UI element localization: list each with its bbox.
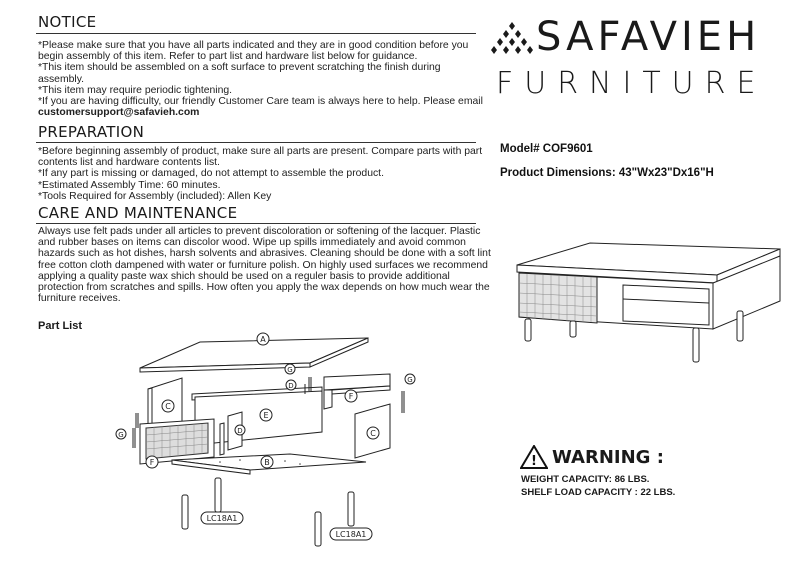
notice-help — [38, 96, 488, 118]
part-d-divider-left — [220, 423, 224, 455]
notice-line: *This item may require periodic tightening. — [38, 84, 233, 96]
part-d-divider-center — [228, 412, 245, 450]
preparation-line: *Estimated Assembly Time: 60 minutes. — [38, 179, 221, 191]
care-body — [38, 226, 498, 304]
model-number: Model# COF9601 — [500, 143, 593, 155]
part-f-right-frame — [324, 374, 390, 409]
notice-line: *This item should be assembled on a soft surface to prevent scratching the finish during assembly. — [38, 62, 441, 85]
leg-code-right: LC18A1 — [335, 530, 367, 539]
part-c-right-side — [355, 404, 390, 458]
product-dimensions: Product Dimensions: 43"Wx23"Dx16"H — [500, 167, 714, 179]
notice-body — [38, 40, 488, 118]
label-f-right: F — [348, 392, 354, 401]
label-d-top: D — [288, 382, 294, 390]
leg-code-left: LC18A1 — [206, 514, 238, 523]
preparation-rule — [36, 142, 476, 143]
label-a: A — [260, 335, 266, 344]
label-d-center: D — [237, 427, 243, 435]
label-b: B — [264, 458, 270, 467]
notice-help-text: *If you are having difficulty, our friendly Customer Care team is always here to help. Please email — [38, 96, 483, 108]
brand-sub: FURNITURE — [496, 66, 767, 101]
preparation-line: *Before beginning assembly of product, make sure all parts are present. Compare parts with part contents list and hardware contents list. — [38, 146, 483, 169]
part-list-label: Part List — [38, 320, 83, 332]
part-a-top-panel — [140, 333, 368, 372]
hardware-g-right — [402, 374, 415, 413]
warning-symbol: ! — [531, 454, 537, 469]
leg-label-left — [201, 512, 243, 524]
label-g-top: G — [287, 366, 293, 374]
label-g-left-a: G — [118, 431, 124, 439]
safavieh-logo-icon — [490, 20, 534, 64]
leg-label-right — [330, 528, 372, 540]
leg-2 — [215, 478, 221, 512]
leg-1 — [182, 495, 188, 529]
assembled-table-illustration — [505, 235, 795, 375]
support-email[interactable]: customersupport@safavieh.com — [38, 107, 200, 119]
warning-title: WARNING : — [552, 447, 664, 468]
leg-4 — [348, 492, 354, 526]
leg-3 — [315, 512, 321, 546]
weight-capacity: WEIGHT CAPACITY: 86 LBS. — [521, 474, 650, 485]
care-rule — [36, 223, 476, 224]
preparation-heading: PREPARATION — [38, 123, 145, 141]
warning-triangle-icon — [520, 445, 548, 469]
exploded-parts-diagram — [100, 328, 440, 560]
preparation-body — [38, 146, 488, 202]
notice-heading: NOTICE — [38, 13, 97, 31]
brand-name: SAFAVIEH — [536, 14, 761, 60]
care-text: Always use felt pads under all articles to prevent discoloration or softening of the lacquer. Plastic and rubber bases on items can discolor wood. Wipe up spills immediately and avoid common hazards such as hot dishes, harsh solvents and abrasives. Cleaning should be done with a soft lint free cotton cloth dampened with water or furniture polish. On highly used surfaces we recommend applying a quality paste wax shich should be used on a reguler basis to provide additional protection from scratches and spills. How often you apply the wax depends on how much wear the furniture receives. — [38, 226, 491, 305]
preparation-line: *If any part is missing or damaged, do not attempt to assemble the product. — [38, 168, 384, 180]
label-c-right: C — [370, 429, 376, 438]
care-heading: CARE AND MAINTENANCE — [38, 204, 238, 222]
label-f-drawer: F — [149, 458, 155, 467]
notice-line: *Please make sure that you have all parts indicated and they are in good condition before you begin assembly of this item. Refer to part list and hardware list below for guidance. — [38, 40, 469, 63]
label-g-right: G — [407, 376, 413, 384]
label-e: E — [263, 411, 269, 420]
shelf-load-capacity: SHELF LOAD CAPACITY : 22 LBS. — [521, 487, 676, 498]
label-c-left: C — [165, 402, 171, 411]
preparation-line: *Tools Required for Assembly (included): Allen Key — [38, 190, 272, 202]
hardware-g-left-b — [133, 428, 135, 448]
notice-rule — [36, 33, 476, 34]
